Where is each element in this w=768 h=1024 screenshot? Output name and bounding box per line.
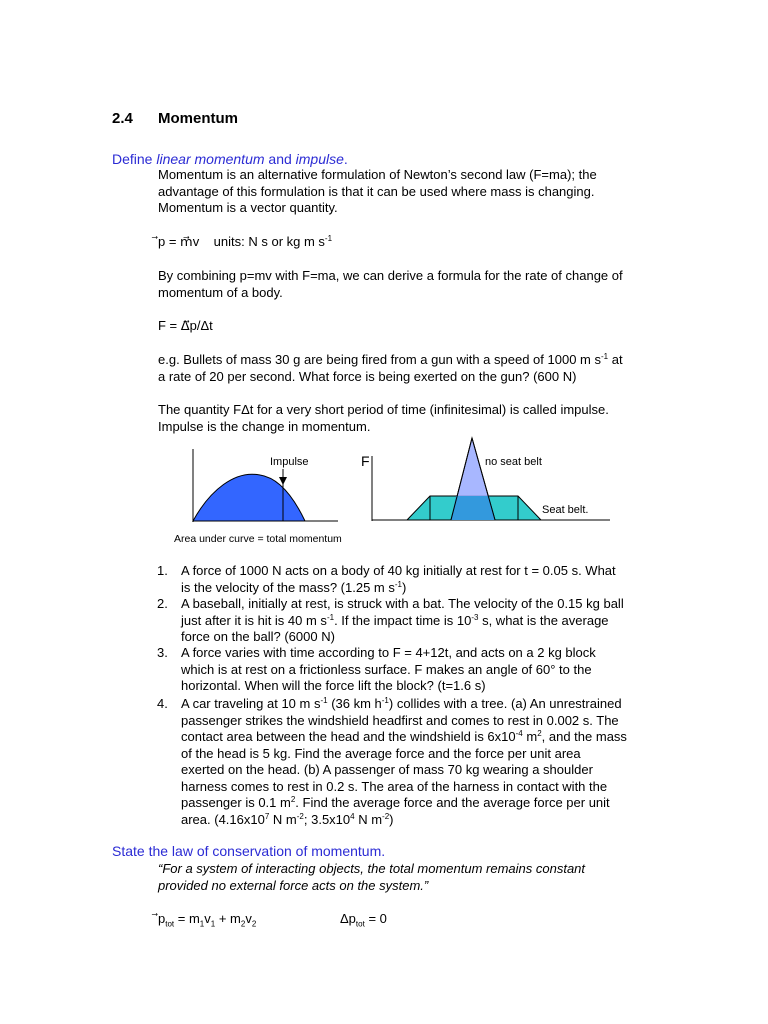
para2-line: momentum of a body. xyxy=(158,284,283,300)
problem-line: N m xyxy=(354,811,383,827)
problem-exponent: 2 xyxy=(537,729,542,738)
problem-number: 4. xyxy=(157,696,168,711)
problem-exponent: -2 xyxy=(296,811,304,821)
define-term-linear-momentum: linear momentum xyxy=(156,151,265,167)
define-term-impulse: impulse xyxy=(295,151,344,167)
problem-exponent: -3 xyxy=(471,612,479,622)
conservation-quote xyxy=(158,861,585,894)
problem-line: (36 km h xyxy=(327,696,382,711)
problem-exponent: 4 xyxy=(350,811,355,821)
example-line2: a rate of 20 per second. What force is being exerted on the gun? (600 N) xyxy=(158,368,577,384)
problem-line: ) xyxy=(389,811,394,827)
problem-line: exerted on the head. (b) A passenger of mass 70 kg wearing a shoulder xyxy=(181,762,593,777)
para3-line: Impulse is the change in momentum. xyxy=(158,418,371,434)
quote-line: provided no external force acts on the system.” xyxy=(158,877,429,893)
state-objective: State the law of conservation of momentum. xyxy=(112,843,386,859)
define-and: and xyxy=(264,151,296,167)
eq1-formula: ⃗p = m⃗v xyxy=(158,234,200,249)
problem-line: . If the impact time is 10 xyxy=(334,612,472,628)
problem-line: . Find the average force and the average force per unit xyxy=(295,795,610,810)
problem-line: of the head is 5 kg. Find the average force and the force per unit area xyxy=(181,745,581,761)
problem-line: harness comes to rest in 0.2 s. The area of the harness in contact with the xyxy=(181,778,608,794)
problem-line: s, what is the average xyxy=(478,612,609,628)
eq3-p: ⃗p xyxy=(158,911,166,926)
problem-exponent: -2 xyxy=(382,811,390,821)
problem-line: ; 3.5x10 xyxy=(303,811,351,827)
force-axis-label: F xyxy=(361,453,370,469)
problem-line: ) collides with a tree. (a) An unrestrained xyxy=(388,696,622,711)
problem-number: 3. xyxy=(157,645,168,660)
problem-exponent: 2 xyxy=(290,795,296,804)
problem-line: N m xyxy=(269,811,297,827)
eq3-delta: Δp xyxy=(340,911,356,926)
problem-exponent: -4 xyxy=(515,729,523,738)
example-line1: e.g. Bullets of mass 30 g are being fired from a gun with a speed of 1000 m s xyxy=(158,352,601,367)
problem-exponent: -1 xyxy=(381,696,389,705)
problem-line: just after it is hit is 40 m s xyxy=(181,612,327,628)
section-title: Momentum xyxy=(158,110,238,127)
problem-line: A baseball, initially at rest, is struck with a bat. The velocity of the 0.15 kg ball xyxy=(181,596,624,611)
example-exponent: -1 xyxy=(600,352,609,361)
eq3-subscript: 1 xyxy=(210,919,216,929)
eq3-subscript: 2 xyxy=(251,919,257,929)
equation-conservation xyxy=(158,911,256,928)
problem-number: 2. xyxy=(157,596,168,611)
para1-line: Momentum is an alternative formulation of Newton’s second law (F=ma); the xyxy=(158,167,597,182)
eq3-zero: = 0 xyxy=(364,911,387,926)
problem-line: , and the mass xyxy=(541,729,627,744)
define-suffix: . xyxy=(343,151,348,167)
problem-line: passenger strikes the windshield headfirst and comes to rest in 0.002 s. The xyxy=(181,712,619,728)
equation-force-rate: F = Δ⃗p/Δt xyxy=(158,318,213,333)
quote-line: “For a system of interacting objects, the total momentum remains constant xyxy=(158,861,586,876)
eq3-subscript: tot xyxy=(165,919,175,929)
problem-exponent: -1 xyxy=(326,612,335,622)
eq3-term: + m xyxy=(215,911,241,926)
problem-line: A car traveling at 10 m s xyxy=(181,696,321,711)
eq1-units-exponent: -1 xyxy=(324,234,333,243)
eq3-term: v xyxy=(204,911,211,926)
problem-exponent: -1 xyxy=(320,696,328,705)
problem-line: is the velocity of the mass? (1.25 m s xyxy=(181,579,395,595)
impulse-arrow-head xyxy=(279,477,287,485)
problem-line: m xyxy=(522,729,538,744)
problem-line: horizontal. When will the force lift the block? (t=1.6 s) xyxy=(181,678,486,693)
para2-line: By combining p=mv with F=ma, we can derive a formula for the rate of change of xyxy=(158,268,623,283)
problem-exponent: 7 xyxy=(264,811,270,821)
section-number: 2.4 xyxy=(112,110,133,127)
figure-caption: Area under curve = total momentum xyxy=(174,533,342,545)
problem-line: which is at rest on a frictionless surface. F makes an angle of 60° to the xyxy=(181,661,592,677)
impulse-label: Impulse xyxy=(270,456,309,468)
eq3-subscript: 1 xyxy=(199,919,205,929)
overlap-region xyxy=(451,496,495,520)
eq3-subscript: tot xyxy=(355,919,365,929)
define-prefix: Define xyxy=(112,151,157,167)
problem-line: force on the ball? (6000 N) xyxy=(181,629,335,644)
no-seat-belt-label: no seat belt xyxy=(485,456,542,468)
problem-line: A force varies with time according to F = 4+12t, and acts on a 2 kg block xyxy=(181,645,596,660)
impulse-curve xyxy=(193,474,305,521)
problem-line: ) xyxy=(402,579,407,595)
para1-line: Momentum is a vector quantity. xyxy=(158,200,338,215)
problem-line: contact area between the head and the windshield is 6x10 xyxy=(181,729,516,744)
eq3-subscript: 2 xyxy=(240,919,246,929)
example-line1-end: at xyxy=(608,352,623,367)
para1-line: advantage of this formulation is that it can be used where mass is changing. xyxy=(158,183,595,199)
problem-line: area. (4.16x10 xyxy=(181,811,265,827)
eq3-term: = m xyxy=(174,911,200,926)
problem-line: passenger is 0.1 m xyxy=(181,795,291,810)
seat-belt-label: Seat belt. xyxy=(542,504,589,516)
eq1-units: units: N s or kg m s xyxy=(213,234,325,249)
problem-line: A force of 1000 N acts on a body of 40 kg initially at rest for t = 0.05 s. What xyxy=(181,563,616,578)
problem-number: 1. xyxy=(157,563,168,578)
problem-exponent: -1 xyxy=(394,579,402,589)
para3-line: The quantity FΔt for a very short period of time (infinitesimal) is called impulse. xyxy=(158,402,609,417)
eq3-term: v xyxy=(245,911,252,926)
equation-delta-p xyxy=(340,911,387,928)
